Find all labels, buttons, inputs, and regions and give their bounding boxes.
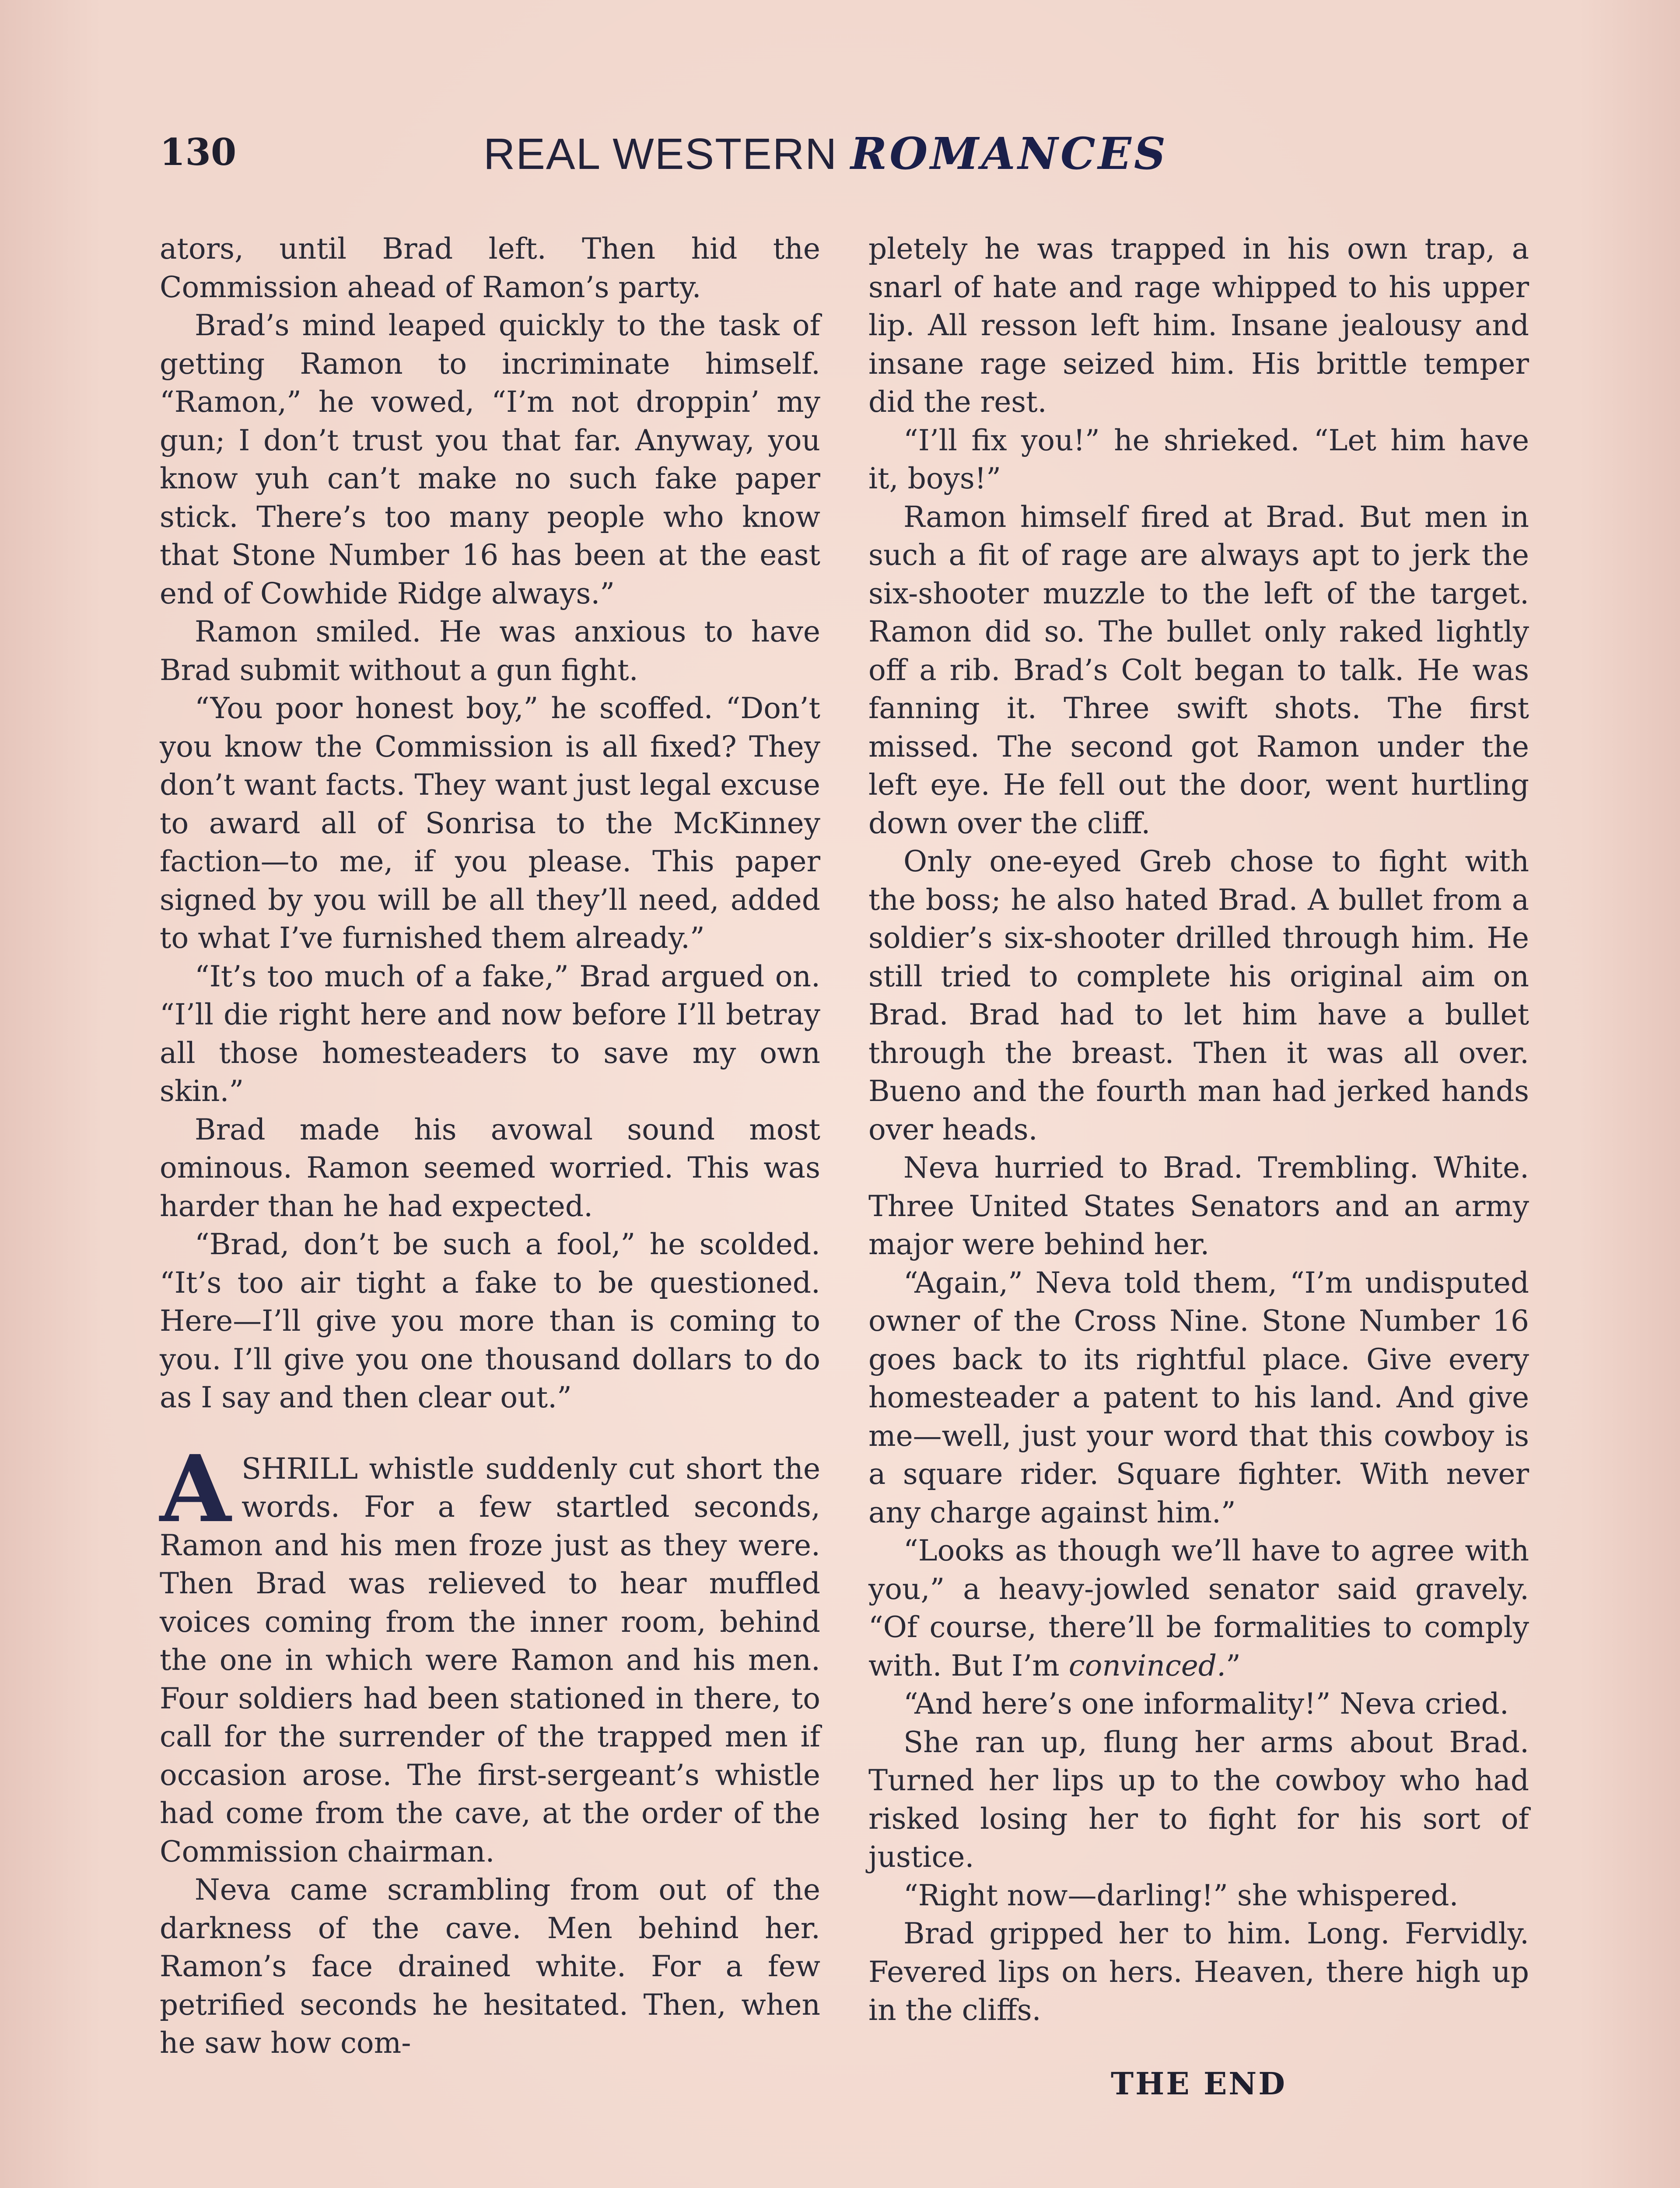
paragraph: Ramon smiled. He was anxious to have Brad submit without a gun fight. — [160, 615, 820, 687]
magazine-title-script: ROMANCES — [850, 128, 1169, 179]
paragraph: Ramon himself fired at Brad. But men in such a fit of rage are always apt to jerk the six-shooter muzzle to the left of the target. Ramon did so. The bullet only raked lightly off a rib. Brad’s Colt began to talk. He was fanning it. Three swift shots. The first missed. The second got Ramon under the left eye. He fell out the door, went hurtling down over the cliff. — [868, 500, 1529, 840]
paragraph-text: “Looks as though we’ll have to agree with you,” a heavy-jowled senator said gravely. “Of course, there’ll be formalities to comply with. But I’m — [868, 1534, 1529, 1683]
paragraph: Neva hurried to Brad. Trembling. White. Three United States Senators and an army major were behind her. — [868, 1151, 1529, 1261]
paragraph: pletely he was trapped in his own trap, a snarl of hate and rage whipped to his upper lip. All resson left him. Insane jealousy and insane rage seized him. His brittle temper did the rest. — [868, 232, 1529, 419]
page-number: 130 — [160, 130, 237, 174]
paragraph: “And here’s one informality!” Neva cried. — [903, 1687, 1509, 1721]
magazine-title-plain: REAL WESTERN — [483, 130, 838, 179]
paragraph: “It’s too much of a fake,” Brad argued on. “I’ll die right here and now before I’ll betray all those homesteaders to save my own skin.” — [160, 959, 820, 1108]
paragraph: Neva came scrambling from out of the darkness of the cave. Men behind her. Ramon’s face drained white. For a few petrified seconds he hesitated. Then, when he saw how com- — [160, 1873, 820, 2060]
paragraph: ators, until Brad left. Then hid the Commission ahead of Ramon’s party. — [160, 232, 820, 304]
dropcap-paragraph — [160, 1434, 820, 1871]
drop-cap: A — [160, 1434, 231, 1543]
paragraph: “You poor honest boy,” he scoffed. “Don’t you know the Commission is all fixed? They don’t want facts. They want just legal excuse to award all of Sonrisa to the McKinney faction—to me, if you please. This paper signed by you will be all they’ll need, added to what I’ve furnished them already.” — [160, 691, 820, 955]
paragraph: “I’ll fix you!” he shrieked. “Let him have it, boys!” — [868, 423, 1529, 495]
right-column — [868, 230, 1529, 2103]
paragraph: Brad gripped her to him. Long. Fervidly. Fevered lips on hers. Heaven, there high up in the cliffs. — [868, 1917, 1529, 2027]
emphasis-convinced: convinced. — [1068, 1648, 1226, 1683]
running-header — [160, 128, 1520, 189]
paragraph: Only one-eyed Greb chose to fight with the boss; he also hated Brad. A bullet from a soldier’s six-shooter drilled through him. He still tried to complete his original aim on Brad. Brad had to let him have a bullet through the breast. Then it was all over. Bueno and the fourth man had jerked hands over heads. — [868, 845, 1529, 1147]
paragraph: “Right now—darling!” she whispered. — [903, 1878, 1459, 1912]
closing-quote: ” — [1226, 1648, 1241, 1683]
left-column — [160, 230, 820, 2062]
paragraph — [868, 1532, 1529, 1685]
paragraph: “Brad, don’t be such a fool,” he scolded. “It’s too air tight a fake to be questioned. Here—I’ll give you more than is coming to you. I’ll give you one thousand dollars to do as I say and then clear out.” — [160, 1227, 820, 1414]
dropcap-paragraph-text: SHRILL whistle suddenly cut short the words. For a few startled seconds, Ramon and his men froze just as they were. Then Brad was relieved to hear muffled voices coming from the inner room, behind the one in which were Ramon and his men. Four soldiers had been stationed in there, to call for the surrender of the trapped men if occasion arose. The first-sergeant’s whistle had come from the cave, at the order of the Commission chairman. — [160, 1452, 820, 1869]
the-end: THE END — [1111, 2065, 1287, 2102]
paragraph: “Again,” Neva told them, “I’m undisputed owner of the Cross Nine. Stone Number 16 goes back to its rightful place. Give every homesteader a patent to his land. And give me—well, just your word that this cowboy is a square rider. Square fighter. With never any charge against him.” — [868, 1266, 1529, 1529]
paragraph: Brad’s mind leaped quickly to the task of getting Ramon to incriminate himself. “Ramon,” he vowed, “I’m not droppin’ my gun; I don’t trust you that far. Anyway, you know yuh can’t make no such fake paper stick. There’s too many people who know that Stone Number 16 has been at the east end of Cowhide Ridge always.” — [160, 309, 820, 610]
paragraph: She ran up, flung her arms about Brad. Turned her lips up to the cowboy who had risked losing her to fight for his sort of justice. — [868, 1725, 1529, 1874]
paragraph: Brad made his avowal sound most ominous. Ramon seemed worried. This was harder than he had expected. — [160, 1112, 820, 1223]
magazine-title — [483, 128, 1358, 179]
